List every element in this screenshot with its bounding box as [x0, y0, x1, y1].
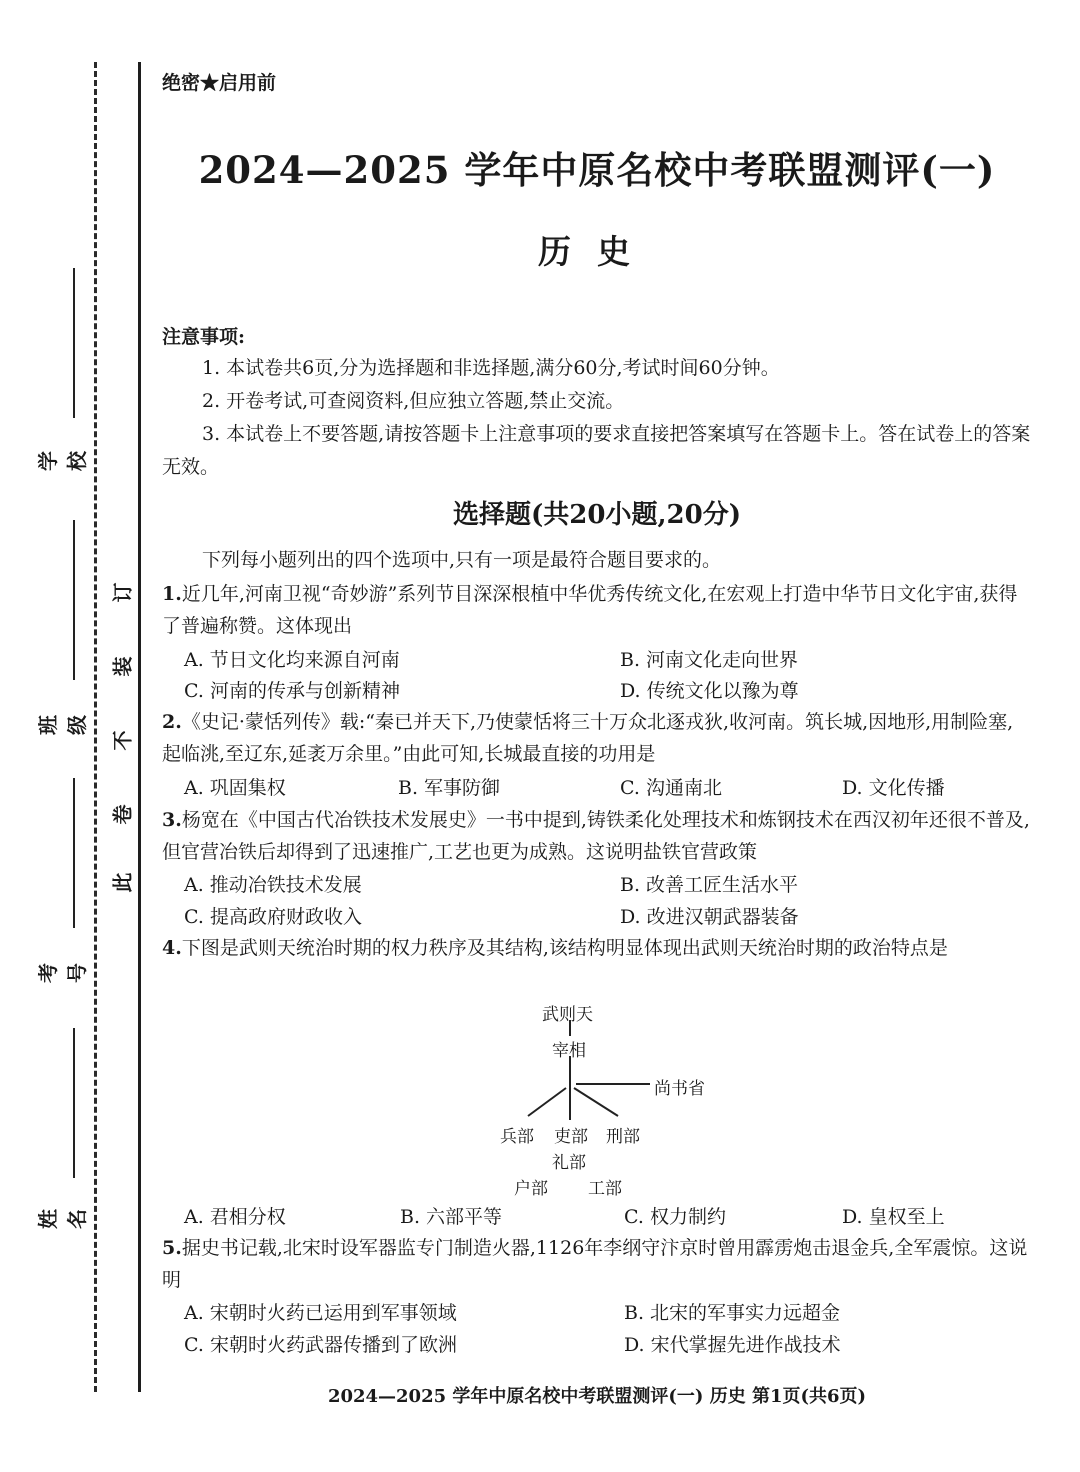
- question-number: 1.: [162, 583, 182, 605]
- note-item: 3. 本试卷上不要答题,请按答题卡上注意事项的要求直接把答案填写在答题卡上。答在试卷上的答案无效。: [162, 423, 1031, 478]
- seal-char: 装: [110, 656, 135, 677]
- option-d: D. 传统文化以豫为尊: [620, 680, 799, 702]
- node-hubu: 户部: [514, 1179, 548, 1199]
- node-bingbu: 兵部: [500, 1127, 534, 1147]
- seal-char: 不: [110, 730, 135, 751]
- power-structure-diagram: [490, 996, 750, 1199]
- seal-char: 卷: [110, 804, 135, 825]
- exam-number-label: 考号: [36, 963, 89, 983]
- node-libu-personnel: 吏部: [554, 1127, 588, 1147]
- option-b: B. 河南文化走向世界: [620, 649, 799, 671]
- question-2: [162, 706, 1032, 770]
- question-stem: 据史书记载,北宋时设军器监专门制造火器,1126年李纲守汴京时曾用霹雳炮击退金兵,全军震惊。这说明: [162, 1237, 1028, 1291]
- subject-title: 历史: [538, 232, 656, 271]
- binding-solid-line: [138, 62, 141, 1392]
- seal-char: 此: [110, 872, 135, 893]
- option-a: A. 巩固集权: [184, 777, 286, 799]
- node-shangshu: 尚书省: [654, 1079, 705, 1099]
- class-label: 班级: [36, 715, 89, 735]
- option-d: D. 改进汉朝武器装备: [620, 906, 799, 928]
- option-d: D. 皇权至上: [842, 1206, 945, 1228]
- question-number: 5.: [162, 1237, 182, 1259]
- school-blank-line: [73, 268, 75, 418]
- node-xingbu: 刑部: [606, 1127, 640, 1147]
- option-d: D. 文化传播: [842, 777, 945, 799]
- option-c: C. 沟通南北: [620, 777, 722, 799]
- exam-number-blank-line: [73, 778, 75, 928]
- node-wuzetian: 武则天: [542, 1005, 593, 1025]
- option-a: A. 推动冶铁技术发展: [184, 874, 362, 896]
- notes-heading: 注意事项:: [162, 326, 246, 348]
- option-a: A. 节日文化均来源自河南: [184, 649, 400, 671]
- question-number: 4.: [162, 937, 182, 959]
- school-label: 学校: [36, 451, 89, 471]
- option-c: C. 河南的传承与创新精神: [184, 680, 400, 702]
- exam-title: 2024—2025 学年中原名校中考联盟测评(一): [198, 148, 996, 192]
- option-b: B. 六部平等: [400, 1206, 503, 1228]
- option-c: C. 权力制约: [624, 1206, 726, 1228]
- class-blank-line: [73, 520, 75, 680]
- question-stem: 下图是武则天统治时期的权力秩序及其结构,该结构明显体现出武则天统治时期的政治特点是: [181, 937, 948, 959]
- secret-mark: 绝密★启用前: [162, 72, 277, 94]
- option-c: C. 提高政府财政收入: [184, 906, 362, 928]
- node-gongbu: 工部: [588, 1179, 622, 1199]
- question-1: [162, 578, 1032, 642]
- name-blank-line: [73, 1028, 75, 1178]
- page-footer: 2024—2025 学年中原名校中考联盟测评(一) 历史 第1页(共6页): [327, 1386, 867, 1407]
- option-b: B. 改善工匠生活水平: [620, 874, 799, 896]
- question-stem: 近几年,河南卫视“奇妙游”系列节目深深根植中华优秀传统文化,在宏观上打造中华节日文化宇宙,获得了普遍称赞。这体现出: [162, 583, 1018, 637]
- question-number: 2.: [162, 711, 182, 733]
- seal-char: 订: [110, 582, 135, 603]
- question-3: [162, 804, 1032, 868]
- diagram-lines: [490, 996, 750, 1196]
- option-c: C. 宋朝时火药武器传播到了欧洲: [184, 1334, 457, 1356]
- option-d: D. 宋代掌握先进作战技术: [624, 1334, 841, 1356]
- binding-dashed-line: [94, 62, 97, 1392]
- note-item: 2. 开卷考试,可查阅资料,但应独立答题,禁止交流。: [202, 390, 625, 412]
- node-libu-rites: 礼部: [552, 1153, 586, 1173]
- option-b: B. 北宋的军事实力远超金: [624, 1302, 841, 1324]
- question-4: [162, 932, 1032, 964]
- note-item: 1. 本试卷共6页,分为选择题和非选择题,满分60分,考试时间60分钟。: [202, 357, 780, 379]
- section-title: 选择题(共20小题,20分): [452, 500, 742, 530]
- option-a: A. 君相分权: [184, 1206, 286, 1228]
- name-label: 姓名: [36, 1209, 89, 1229]
- node-chancellor: 宰相: [552, 1041, 586, 1061]
- option-a: A. 宋朝时火药已运用到军事领域: [184, 1302, 457, 1324]
- option-b: B. 军事防御: [398, 777, 501, 799]
- question-stem: 《史记·蒙恬列传》载:“秦已并天下,乃使蒙恬将三十万众北逐戎狄,收河南。筑长城,因地形,用制险塞,起临洮,至辽东,延袤万余里。”由此可知,长城最直接的功用是: [162, 711, 1014, 765]
- question-number: 3.: [162, 809, 182, 831]
- question-5: [162, 1232, 1032, 1296]
- question-stem: 杨宽在《中国古代冶铁技术发展史》一书中提到,铸铁柔化处理技术和炼钢技术在西汉初年还很不普及,但官营冶铁后却得到了迅速推广,工艺也更为成熟。这说明盐铁官营政策: [162, 809, 1030, 863]
- section-instruction: 下列每小题列出的四个选项中,只有一项是最符合题目要求的。: [202, 549, 722, 571]
